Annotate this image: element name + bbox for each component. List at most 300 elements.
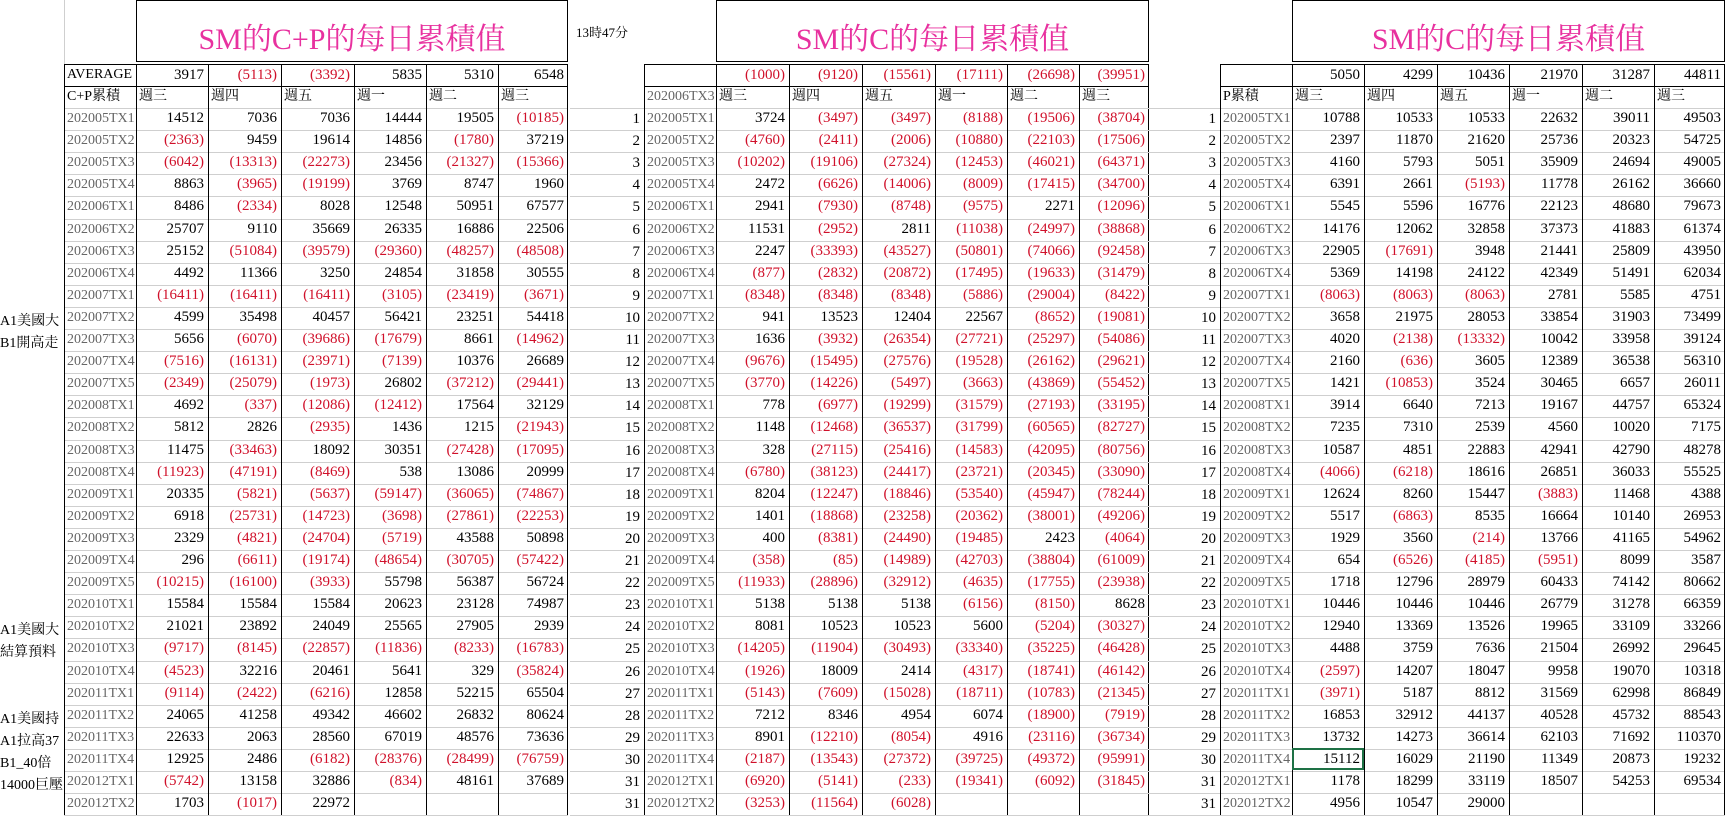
data-cell[interactable]: 9958 xyxy=(1548,662,1578,679)
data-cell[interactable]: 79673 xyxy=(1683,198,1721,215)
summary-cell[interactable]: 31287 xyxy=(1612,67,1650,83)
data-cell[interactable]: 32912 xyxy=(1395,706,1433,723)
summary-cell[interactable]: 21970 xyxy=(1540,67,1578,83)
data-cell[interactable]: (16411) xyxy=(157,286,204,303)
data-cell[interactable]: 4560 xyxy=(1548,419,1578,436)
data-cell[interactable]: 10376 xyxy=(456,353,494,370)
data-cell[interactable]: 4488 xyxy=(1330,640,1360,657)
data-cell[interactable]: (38804) xyxy=(1027,552,1075,568)
data-cell[interactable]: 52215 xyxy=(456,684,494,701)
data-cell[interactable]: (3663) xyxy=(963,375,1003,392)
data-cell[interactable]: 49342 xyxy=(312,706,350,723)
data-cell[interactable]: 56310 xyxy=(1683,353,1721,370)
data-cell[interactable]: 36660 xyxy=(1683,176,1721,193)
data-cell[interactable]: (26354) xyxy=(883,331,931,347)
data-cell[interactable]: 2472 xyxy=(755,176,785,193)
data-cell[interactable]: (5141) xyxy=(818,773,858,789)
contract-label[interactable]: 202008TX2 xyxy=(1223,420,1291,436)
data-cell[interactable]: 20623 xyxy=(384,596,422,613)
data-cell[interactable]: 21620 xyxy=(1467,132,1505,149)
contract-label[interactable]: 202006TX1 xyxy=(647,199,715,215)
contract-label[interactable]: 202010TX3 xyxy=(67,641,135,657)
contract-label[interactable]: 202006TX1 xyxy=(1223,199,1291,215)
data-cell[interactable]: 35498 xyxy=(239,308,277,325)
data-cell[interactable]: 25736 xyxy=(1540,132,1578,149)
data-cell[interactable]: 14856 xyxy=(384,132,422,149)
data-cell[interactable]: (1017) xyxy=(237,795,277,812)
data-cell[interactable]: 37373 xyxy=(1540,220,1578,237)
data-cell[interactable]: 8628 xyxy=(1115,596,1145,613)
data-cell[interactable]: 80624 xyxy=(526,706,564,723)
contract-label[interactable]: 202007TX1 xyxy=(1223,287,1291,303)
data-cell[interactable]: 5051 xyxy=(1475,154,1505,171)
contract-label[interactable]: 202005TX4 xyxy=(647,177,715,193)
data-cell[interactable]: 26992 xyxy=(1612,640,1650,657)
data-cell[interactable]: 88543 xyxy=(1683,706,1721,723)
data-cell[interactable]: 3250 xyxy=(320,264,350,281)
contract-label[interactable]: 202007TX1 xyxy=(647,287,715,303)
summary-cell[interactable]: 10436 xyxy=(1467,67,1505,83)
data-cell[interactable]: 33119 xyxy=(1468,773,1505,789)
contract-label[interactable]: 202008TX4 xyxy=(1223,464,1291,480)
summary-cell[interactable]: (5113) xyxy=(237,67,277,83)
data-cell[interactable]: (38123) xyxy=(810,463,858,480)
summary-cell[interactable]: 44811 xyxy=(1684,67,1721,83)
data-cell[interactable]: (1780) xyxy=(454,132,494,149)
data-cell[interactable]: 5596 xyxy=(1403,198,1433,215)
data-cell[interactable]: 26689 xyxy=(526,353,564,370)
data-cell[interactable]: (4066) xyxy=(1320,463,1360,480)
summary-cell[interactable]: 4299 xyxy=(1403,67,1433,83)
data-cell[interactable]: 1718 xyxy=(1330,574,1360,591)
data-cell[interactable]: 55798 xyxy=(384,574,422,591)
data-cell[interactable]: 16776 xyxy=(1467,198,1505,215)
contract-label[interactable]: 202011TX3 xyxy=(1223,729,1291,745)
data-cell[interactable]: 18616 xyxy=(1467,463,1505,480)
data-cell[interactable]: (38868) xyxy=(1097,220,1145,237)
data-cell[interactable]: 19614 xyxy=(312,132,350,149)
data-cell[interactable]: 62103 xyxy=(1540,728,1578,745)
contract-label[interactable]: 202005TX1 xyxy=(647,111,715,126)
data-cell[interactable]: 2781 xyxy=(1548,286,1578,303)
data-cell[interactable]: 42790 xyxy=(1612,441,1650,458)
data-cell[interactable]: (2597) xyxy=(1320,662,1360,679)
data-cell[interactable]: (6218) xyxy=(1393,463,1433,480)
data-cell[interactable]: (2187) xyxy=(745,750,785,767)
data-cell[interactable]: 10140 xyxy=(1612,507,1650,524)
data-cell[interactable]: (5742) xyxy=(164,773,204,789)
data-cell[interactable]: (24997) xyxy=(1027,220,1075,237)
data-cell[interactable]: (2138) xyxy=(1393,331,1433,347)
data-cell[interactable]: (29360) xyxy=(374,242,422,259)
data-cell[interactable]: 10446 xyxy=(1395,596,1433,613)
contract-label[interactable]: 202007TX3 xyxy=(647,332,715,347)
data-cell[interactable]: (5204) xyxy=(1035,618,1075,635)
data-cell[interactable]: 4954 xyxy=(901,706,931,723)
data-cell[interactable]: 12858 xyxy=(384,684,422,701)
data-cell[interactable]: 26162 xyxy=(1612,176,1650,193)
data-cell[interactable]: (39686) xyxy=(302,331,350,347)
contract-label[interactable]: 202009TX4 xyxy=(67,553,135,568)
contract-label[interactable]: 202010TX1 xyxy=(1223,597,1291,613)
data-cell[interactable]: (17506) xyxy=(1097,132,1145,149)
data-cell[interactable]: (19506) xyxy=(1027,110,1075,126)
data-cell[interactable]: 5641 xyxy=(392,662,422,679)
contract-label[interactable]: 202008TX1 xyxy=(647,398,715,414)
contract-label[interactable]: 202007TX2 xyxy=(647,309,715,325)
data-cell[interactable]: 20999 xyxy=(526,463,564,480)
contract-label[interactable]: 202009TX5 xyxy=(1223,575,1291,591)
contract-label[interactable]: 202006TX4 xyxy=(1223,265,1291,281)
data-cell[interactable]: (6216) xyxy=(310,684,350,701)
data-cell[interactable]: 11531 xyxy=(748,220,785,237)
contract-label[interactable]: 202010TX4 xyxy=(1223,663,1291,679)
summary-cell[interactable]: 5835 xyxy=(392,67,422,83)
data-cell[interactable]: 18507 xyxy=(1540,773,1578,789)
data-cell[interactable]: (17679) xyxy=(374,331,422,347)
data-cell[interactable]: (19341) xyxy=(955,773,1003,789)
data-cell[interactable] xyxy=(1654,792,1725,814)
data-cell[interactable]: (233) xyxy=(898,773,931,789)
data-cell[interactable]: 66359 xyxy=(1683,596,1721,613)
data-cell[interactable]: 15447 xyxy=(1467,485,1505,502)
data-cell[interactable]: 39124 xyxy=(1683,331,1721,347)
data-cell[interactable]: 24694 xyxy=(1612,154,1650,171)
data-cell[interactable]: 10318 xyxy=(1683,662,1721,679)
contract-label[interactable]: 202009TX5 xyxy=(647,575,715,591)
data-cell[interactable]: 26953 xyxy=(1683,507,1721,524)
data-cell[interactable]: (8348) xyxy=(891,286,931,303)
data-cell[interactable]: (35225) xyxy=(1027,640,1075,657)
data-cell[interactable]: (27721) xyxy=(955,331,1003,347)
data-cell[interactable]: (4523) xyxy=(164,662,204,679)
data-cell[interactable]: 50898 xyxy=(526,529,564,546)
contract-label[interactable]: 202008TX1 xyxy=(1223,398,1291,414)
contract-label[interactable]: 202010TX4 xyxy=(67,663,135,679)
data-cell[interactable]: (3105) xyxy=(382,286,422,303)
data-cell[interactable] xyxy=(498,792,568,814)
data-cell[interactable]: 54418 xyxy=(526,308,564,325)
contract-label[interactable]: 202010TX2 xyxy=(67,619,135,635)
data-cell[interactable]: 3560 xyxy=(1403,529,1433,546)
data-cell[interactable]: (8381) xyxy=(818,529,858,546)
data-cell[interactable]: 40528 xyxy=(1540,706,1578,723)
data-cell[interactable]: (22103) xyxy=(1027,132,1075,149)
data-cell[interactable]: (28499) xyxy=(446,750,494,767)
data-cell[interactable]: 4160 xyxy=(1330,154,1360,171)
data-cell[interactable]: (2363) xyxy=(164,132,204,149)
data-cell[interactable]: 54725 xyxy=(1683,132,1721,149)
data-cell[interactable]: 12389 xyxy=(1540,353,1578,370)
data-cell[interactable]: (48257) xyxy=(446,242,494,259)
data-cell[interactable]: (22857) xyxy=(302,640,350,657)
data-cell[interactable]: 8028 xyxy=(320,198,350,215)
data-cell[interactable]: 36033 xyxy=(1612,463,1650,480)
data-cell[interactable]: 6391 xyxy=(1330,176,1360,193)
data-cell[interactable]: 10446 xyxy=(1467,596,1505,613)
data-cell[interactable]: 12925 xyxy=(166,750,204,767)
contract-label[interactable]: 202009TX4 xyxy=(647,553,715,568)
data-cell[interactable]: (20362) xyxy=(955,507,1003,524)
data-cell[interactable]: 2486 xyxy=(247,750,277,767)
data-cell[interactable]: (18900) xyxy=(1027,706,1075,723)
contract-label[interactable]: 202009TX3 xyxy=(647,530,715,546)
data-cell[interactable]: 1960 xyxy=(534,176,564,193)
data-cell[interactable]: 22506 xyxy=(526,220,564,237)
data-cell[interactable]: 1148 xyxy=(755,419,785,436)
data-cell[interactable]: (55452) xyxy=(1097,375,1145,392)
data-cell[interactable]: 13526 xyxy=(1467,618,1505,635)
contract-label[interactable]: 202005TX3 xyxy=(1223,155,1291,171)
contract-label[interactable]: 202006TX2 xyxy=(1223,221,1291,237)
data-cell[interactable]: (23116) xyxy=(1028,728,1075,745)
data-cell[interactable]: (6526) xyxy=(1393,552,1433,568)
data-cell[interactable]: (32912) xyxy=(883,574,931,591)
data-cell[interactable]: 24854 xyxy=(384,264,422,281)
data-cell[interactable]: (2334) xyxy=(237,198,277,215)
data-cell[interactable]: 55525 xyxy=(1683,463,1721,480)
data-cell[interactable]: 8099 xyxy=(1620,552,1650,568)
data-cell[interactable]: 10446 xyxy=(1322,596,1360,613)
contract-label[interactable]: 202009TX1 xyxy=(647,486,715,502)
data-cell[interactable]: (7139) xyxy=(382,353,422,370)
data-cell[interactable]: 4492 xyxy=(174,264,204,281)
data-cell[interactable]: (28896) xyxy=(810,574,858,591)
data-cell[interactable]: (28376) xyxy=(374,750,422,767)
data-cell[interactable]: (8009) xyxy=(963,176,1003,193)
data-cell[interactable]: (26162) xyxy=(1027,353,1075,370)
data-cell[interactable]: (8063) xyxy=(1465,286,1505,303)
data-cell[interactable]: 25707 xyxy=(166,220,204,237)
data-cell[interactable]: (9114) xyxy=(164,684,204,701)
contract-label[interactable]: 202007TX4 xyxy=(647,354,715,370)
data-cell[interactable]: 2397 xyxy=(1330,132,1360,149)
data-cell[interactable]: (6070) xyxy=(237,331,277,347)
data-cell[interactable]: 19505 xyxy=(456,110,494,126)
data-cell[interactable]: (8063) xyxy=(1320,286,1360,303)
summary-cell[interactable]: 3917 xyxy=(174,67,204,83)
data-cell[interactable]: (834) xyxy=(389,773,422,789)
data-cell[interactable]: (30493) xyxy=(883,640,931,657)
data-cell[interactable]: (82727) xyxy=(1097,419,1145,436)
data-cell[interactable]: (78244) xyxy=(1097,485,1145,502)
data-cell[interactable]: (4821) xyxy=(237,529,277,546)
data-cell[interactable]: (10783) xyxy=(1027,684,1075,701)
data-cell[interactable]: (38704) xyxy=(1097,110,1145,126)
data-cell[interactable]: 2811 xyxy=(901,220,931,237)
data-cell[interactable]: 65324 xyxy=(1683,397,1721,414)
data-cell[interactable]: (3253) xyxy=(745,795,785,812)
data-cell[interactable]: (23721) xyxy=(955,463,1003,480)
data-cell[interactable]: 6918 xyxy=(174,507,204,524)
data-cell[interactable]: 18092 xyxy=(312,441,350,458)
data-cell[interactable]: (5637) xyxy=(310,485,350,502)
data-cell[interactable]: (14205) xyxy=(737,640,785,657)
data-cell[interactable]: (5951) xyxy=(1538,552,1578,568)
data-cell[interactable]: 2539 xyxy=(1475,419,1505,436)
data-cell[interactable]: (17415) xyxy=(1027,176,1075,193)
data-cell[interactable]: (5143) xyxy=(745,684,785,701)
data-cell[interactable] xyxy=(1007,792,1079,814)
data-cell[interactable]: (51084) xyxy=(229,242,277,259)
data-cell[interactable]: (23938) xyxy=(1097,574,1145,591)
contract-label[interactable]: 202005TX4 xyxy=(67,177,135,193)
data-cell[interactable]: 1421 xyxy=(1330,375,1360,392)
data-cell[interactable]: (13313) xyxy=(229,154,277,171)
data-cell[interactable]: (48654) xyxy=(374,552,422,568)
contract-label[interactable]: 202007TX4 xyxy=(67,354,135,370)
data-cell[interactable]: (4635) xyxy=(963,574,1003,591)
data-cell[interactable]: (95991) xyxy=(1097,750,1145,767)
data-cell[interactable]: (6920) xyxy=(745,773,785,789)
data-cell[interactable]: (20345) xyxy=(1027,463,1075,480)
contract-label[interactable]: 202005TX1 xyxy=(1223,111,1291,126)
data-cell[interactable]: 74142 xyxy=(1612,574,1650,591)
data-cell[interactable]: 11870 xyxy=(1396,132,1433,149)
data-cell[interactable]: 9459 xyxy=(247,132,277,149)
data-cell[interactable]: (21345) xyxy=(1097,684,1145,701)
data-cell[interactable]: (43527) xyxy=(883,242,931,259)
contract-label[interactable]: 202010TX2 xyxy=(647,619,715,635)
data-cell[interactable] xyxy=(1509,792,1582,814)
data-cell[interactable]: 19167 xyxy=(1540,397,1578,414)
contract-label[interactable]: 202008TX3 xyxy=(67,442,135,458)
data-cell[interactable]: 12796 xyxy=(1395,574,1433,591)
data-cell[interactable]: (30705) xyxy=(446,552,494,568)
data-cell[interactable]: (2935) xyxy=(310,419,350,436)
contract-label[interactable]: 202005TX2 xyxy=(67,133,135,149)
data-cell[interactable]: (11933) xyxy=(738,574,785,591)
data-cell[interactable]: 3948 xyxy=(1475,242,1505,259)
data-cell[interactable]: (74066) xyxy=(1027,242,1075,259)
data-cell[interactable]: (4064) xyxy=(1105,529,1145,546)
contract-label[interactable]: 202006TX4 xyxy=(647,265,715,281)
data-cell[interactable]: (11564) xyxy=(811,795,858,812)
data-cell[interactable]: 1636 xyxy=(755,331,785,347)
data-cell[interactable]: 16853 xyxy=(1322,706,1360,723)
data-cell[interactable]: 5517 xyxy=(1330,507,1360,524)
data-cell[interactable]: (6611) xyxy=(237,552,277,568)
data-cell[interactable]: (13543) xyxy=(810,750,858,767)
data-cell[interactable]: 8661 xyxy=(464,331,494,347)
data-cell[interactable]: 37689 xyxy=(526,773,564,789)
data-cell[interactable]: 3724 xyxy=(755,110,785,126)
contract-label[interactable]: 202011TX3 xyxy=(67,729,135,745)
data-cell[interactable]: (12086) xyxy=(302,397,350,414)
data-cell[interactable]: 21441 xyxy=(1540,242,1578,259)
data-cell[interactable]: (23419) xyxy=(446,286,494,303)
data-cell[interactable]: (14989) xyxy=(883,552,931,568)
data-cell[interactable]: 13086 xyxy=(456,463,494,480)
contract-label[interactable]: 202006TX4 xyxy=(67,265,135,281)
data-cell[interactable]: 26011 xyxy=(1684,375,1721,392)
summary-cell[interactable]: 6548 xyxy=(534,67,564,83)
data-cell[interactable]: (8188) xyxy=(963,110,1003,126)
data-cell[interactable]: (8150) xyxy=(1035,596,1075,613)
data-cell[interactable]: 6640 xyxy=(1403,397,1433,414)
data-cell[interactable]: (31479) xyxy=(1097,264,1145,281)
data-cell[interactable]: (8422) xyxy=(1105,286,1145,303)
data-cell[interactable]: 5812 xyxy=(174,419,204,436)
contract-label[interactable]: 202010TX4 xyxy=(647,663,715,679)
data-cell[interactable]: (16783) xyxy=(516,640,564,657)
data-cell[interactable]: (37212) xyxy=(446,375,494,392)
data-cell[interactable]: 941 xyxy=(762,308,785,325)
data-cell[interactable]: (9575) xyxy=(963,198,1003,215)
data-cell[interactable]: 5138 xyxy=(828,596,858,613)
data-cell[interactable]: 86849 xyxy=(1683,684,1721,701)
data-cell[interactable]: (15028) xyxy=(883,684,931,701)
data-cell[interactable]: 54962 xyxy=(1683,529,1721,546)
data-cell[interactable]: (4185) xyxy=(1465,552,1505,568)
data-cell[interactable]: 22883 xyxy=(1467,441,1505,458)
data-cell[interactable]: 20323 xyxy=(1612,132,1650,149)
contract-label[interactable]: 202007TX1 xyxy=(67,287,135,303)
contract-label[interactable]: 202006TX3 xyxy=(67,243,135,259)
data-cell[interactable]: (8348) xyxy=(745,286,785,303)
data-cell[interactable]: 5138 xyxy=(901,596,931,613)
data-cell[interactable]: 18009 xyxy=(820,662,858,679)
data-cell[interactable]: 62998 xyxy=(1612,684,1650,701)
data-cell[interactable]: (5193) xyxy=(1465,176,1505,193)
data-cell[interactable]: (11923) xyxy=(157,463,204,480)
contract-label[interactable]: 202010TX1 xyxy=(67,597,135,613)
data-cell[interactable]: 14176 xyxy=(1322,220,1360,237)
data-cell[interactable]: (24490) xyxy=(883,529,931,546)
data-cell[interactable]: (21327) xyxy=(446,154,494,171)
data-cell[interactable]: 4851 xyxy=(1403,441,1433,458)
data-cell[interactable]: 28560 xyxy=(312,728,350,745)
data-cell[interactable]: 1929 xyxy=(1330,529,1360,546)
data-cell[interactable]: 32216 xyxy=(239,662,277,679)
data-cell[interactable]: (20872) xyxy=(883,264,931,281)
data-cell[interactable]: 73636 xyxy=(526,728,564,745)
data-cell[interactable]: (49206) xyxy=(1097,507,1145,524)
data-cell[interactable]: (17755) xyxy=(1027,574,1075,591)
data-cell[interactable]: 56724 xyxy=(526,574,564,591)
data-cell[interactable]: 29645 xyxy=(1683,640,1721,657)
data-cell[interactable]: (10215) xyxy=(156,574,204,591)
data-cell[interactable]: (8469) xyxy=(310,463,350,480)
data-cell[interactable]: 3587 xyxy=(1691,552,1721,568)
data-cell[interactable]: 17564 xyxy=(456,397,494,414)
data-cell[interactable]: (33090) xyxy=(1097,463,1145,480)
data-cell[interactable]: 80662 xyxy=(1683,574,1721,591)
data-cell[interactable]: (8145) xyxy=(237,640,277,657)
data-cell[interactable]: 18047 xyxy=(1467,662,1505,679)
data-cell[interactable]: (14006) xyxy=(883,176,931,193)
contract-label[interactable]: 202011TX4 xyxy=(67,751,135,767)
data-cell[interactable]: (60565) xyxy=(1027,419,1075,436)
data-cell[interactable]: 7636 xyxy=(1475,640,1505,657)
data-cell[interactable]: 2414 xyxy=(901,662,931,679)
data-cell[interactable]: (25731) xyxy=(229,507,277,524)
contract-label[interactable]: 202005TX2 xyxy=(1223,133,1291,149)
contract-label[interactable]: 202011TX1 xyxy=(647,685,715,701)
data-cell[interactable]: (6092) xyxy=(1035,773,1075,789)
data-cell[interactable]: (19081) xyxy=(1097,308,1145,325)
data-cell[interactable]: 30351 xyxy=(384,441,422,458)
data-cell[interactable]: 10523 xyxy=(893,618,931,635)
data-cell[interactable]: (19528) xyxy=(955,353,1003,370)
data-cell[interactable]: (5886) xyxy=(963,286,1003,303)
data-cell[interactable]: 8812 xyxy=(1475,684,1505,701)
data-cell[interactable]: 4020 xyxy=(1330,331,1360,347)
contract-label[interactable]: 202006TX3 xyxy=(1223,243,1291,259)
data-cell[interactable]: 30555 xyxy=(526,264,564,281)
data-cell[interactable]: (19633) xyxy=(1027,264,1075,281)
data-cell[interactable]: 22972 xyxy=(312,795,350,812)
